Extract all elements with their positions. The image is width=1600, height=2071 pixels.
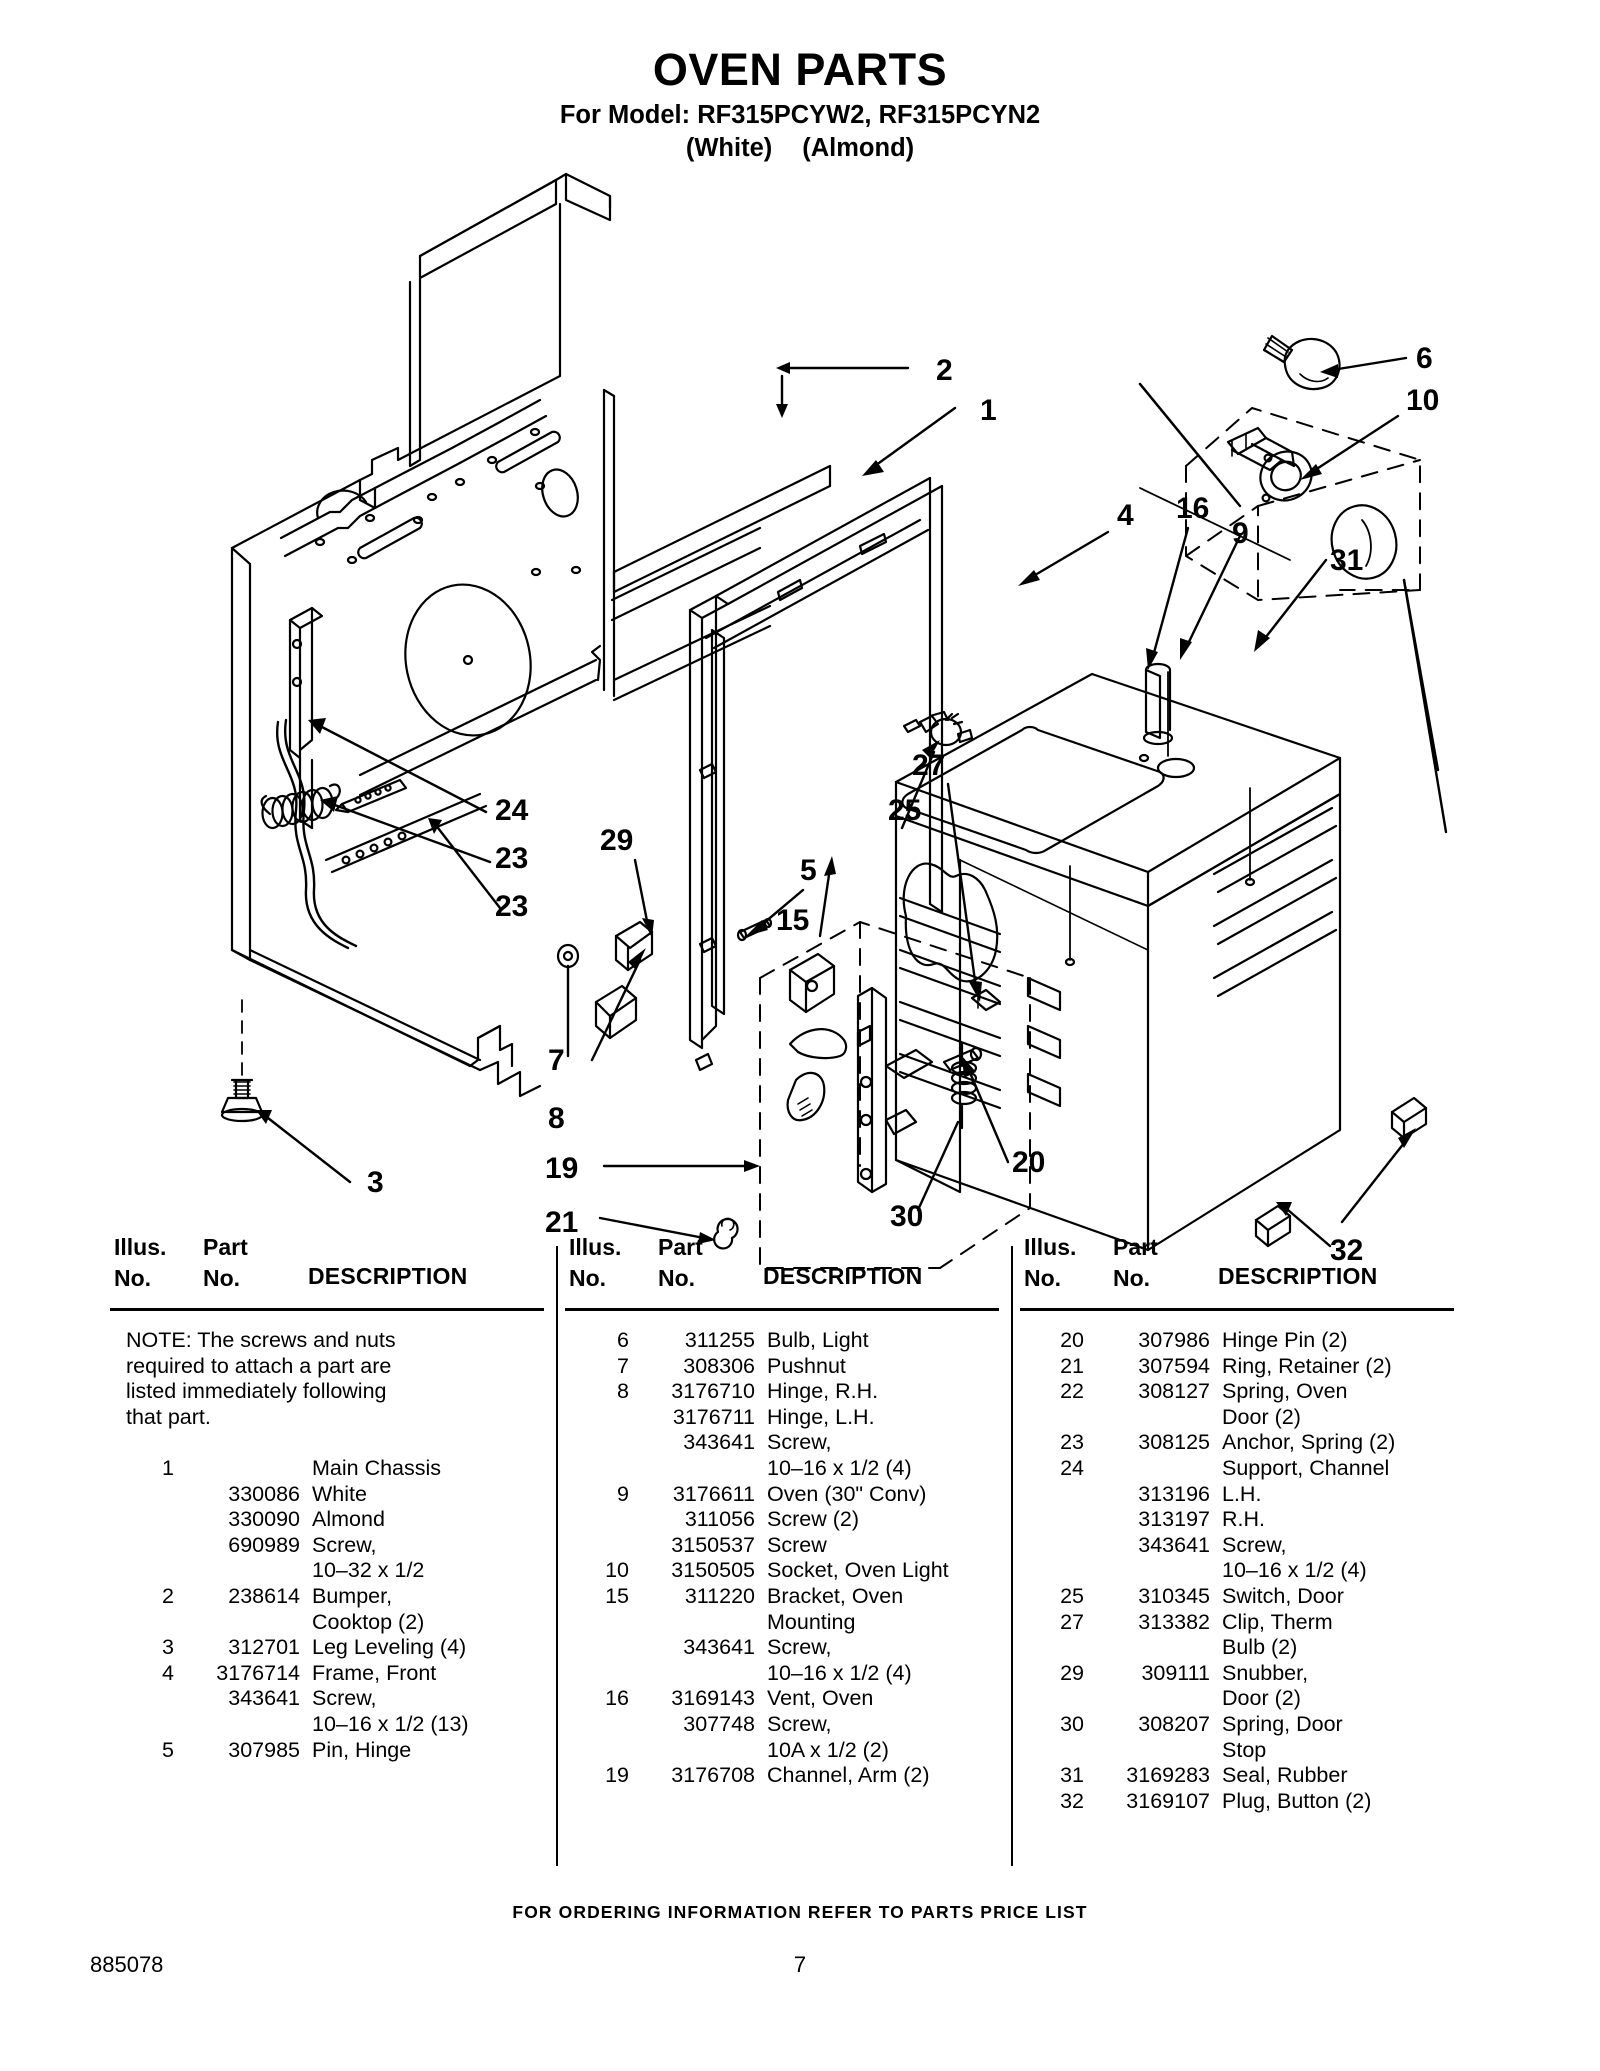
cell-part-no: 3176711 — [672, 1404, 755, 1429]
door-switch-artwork — [904, 712, 972, 745]
table-row — [565, 1328, 1005, 1354]
table-row — [565, 1635, 1005, 1661]
cell-illus-no: 27 — [1060, 1609, 1084, 1634]
table-row — [110, 1584, 550, 1610]
cell-description: Ring, Retainer (2) — [1222, 1353, 1392, 1378]
table-row — [1020, 1430, 1460, 1456]
cell-part-no: 308207 — [1138, 1711, 1210, 1736]
column-divider-2 — [1011, 1246, 1013, 1866]
cell-description: Hinge Pin (2) — [1222, 1328, 1348, 1352]
document-code: 885078 — [90, 1952, 164, 1977]
cell-illus-no: 16 — [605, 1686, 629, 1711]
cell-part-no: 690989 — [228, 1532, 300, 1557]
cell-part-no: 3176710 — [671, 1379, 755, 1404]
cell-description: Spring, Oven — [1222, 1379, 1348, 1404]
table-row — [1020, 1712, 1460, 1738]
table-row — [1020, 1405, 1460, 1431]
table-row — [565, 1354, 1005, 1380]
cell-description: Vent, Oven — [767, 1686, 874, 1711]
callout-20: 20 — [1012, 1146, 1046, 1179]
cell-part-no: 3176714 — [216, 1660, 300, 1685]
cell-description: Bulb (2) — [1222, 1635, 1298, 1660]
parts-column-3 — [1020, 1232, 1460, 1892]
cell-description: Door (2) — [1222, 1404, 1301, 1429]
callout-9: 9 — [1232, 517, 1249, 550]
cell-description: L.H. — [1222, 1481, 1262, 1506]
cell-part-no: 3169107 — [1126, 1788, 1210, 1813]
header-description: DESCRIPTION — [308, 1263, 468, 1289]
cell-part-no: 307594 — [1138, 1353, 1210, 1378]
table-row — [565, 1610, 1005, 1636]
cell-part-no: 313197 — [1138, 1507, 1210, 1532]
cell-description: Support, Channel — [1222, 1455, 1390, 1480]
cell-part-no: 3176611 — [672, 1481, 755, 1506]
cell-illus-no: 20 — [1060, 1328, 1084, 1352]
cell-description: 10–16 x 1/2 (4) — [1222, 1558, 1367, 1583]
cell-description: 10–16 x 1/2 (4) — [767, 1455, 912, 1480]
cell-description: Leg Leveling (4) — [312, 1635, 467, 1660]
cell-description: Screw, — [767, 1430, 832, 1455]
cell-description: Bulb, Light — [767, 1328, 869, 1352]
cell-description: Hinge, R.H. — [767, 1379, 879, 1404]
cell-part-no: 308306 — [683, 1353, 755, 1378]
callout-8: 8 — [548, 1102, 565, 1135]
table-row — [565, 1405, 1005, 1431]
parts-rows-3 — [1020, 1328, 1460, 1814]
cell-part-no: 308125 — [1138, 1430, 1210, 1455]
header-description: DESCRIPTION — [1218, 1263, 1378, 1289]
table-row — [1020, 1456, 1460, 1482]
cell-illus-no: 7 — [617, 1353, 629, 1378]
cell-description: Screw (2) — [767, 1507, 859, 1532]
light-bulb-artwork — [1264, 336, 1340, 389]
cell-part-no: 3169143 — [671, 1686, 755, 1711]
table-row — [1020, 1558, 1460, 1584]
cell-part-no: 3150505 — [671, 1558, 755, 1583]
table-row — [1020, 1661, 1460, 1687]
table-row — [1020, 1533, 1460, 1559]
callout-25: 25 — [888, 794, 922, 827]
header-rule — [110, 1308, 544, 1311]
cell-description: Stop — [1222, 1737, 1267, 1762]
callout-22: 23 — [495, 842, 529, 875]
cell-part-no: 307985 — [228, 1737, 300, 1762]
cell-illus-no: 21 — [1060, 1353, 1084, 1378]
callout-10: 10 — [1406, 384, 1440, 417]
cell-description: Mounting — [767, 1609, 856, 1634]
callout-1: 1 — [980, 394, 997, 427]
callout-3: 3 — [367, 1166, 384, 1199]
cell-illus-no: 31 — [1060, 1763, 1084, 1788]
cell-part-no: 3169283 — [1126, 1763, 1210, 1788]
callout-4: 4 — [1117, 499, 1134, 532]
header-rule — [1020, 1308, 1454, 1311]
cell-illus-no: 22 — [1060, 1379, 1084, 1404]
cell-illus-no: 8 — [617, 1379, 629, 1404]
cell-description: Screw, — [1222, 1532, 1287, 1557]
header-description: DESCRIPTION — [763, 1263, 923, 1289]
spring-anchor-artwork — [336, 780, 406, 812]
cell-part-no: 311255 — [684, 1328, 755, 1352]
callout-5: 5 — [800, 854, 817, 887]
cell-description: Cooktop (2) — [312, 1609, 425, 1634]
table-row — [565, 1533, 1005, 1559]
cell-description: Clip, Therm — [1222, 1609, 1333, 1634]
cell-part-no: 343641 — [1138, 1532, 1210, 1557]
table-row — [1020, 1379, 1460, 1405]
cell-part-no: 3150537 — [671, 1532, 755, 1557]
table-row — [110, 1635, 550, 1661]
header-rule — [565, 1308, 999, 1311]
callout-31: 31 — [1330, 544, 1364, 577]
table-row — [1020, 1482, 1460, 1508]
cell-part-no: 311220 — [684, 1583, 755, 1608]
cell-part-no: 343641 — [683, 1635, 755, 1660]
table-row — [110, 1533, 550, 1559]
cell-description: White — [312, 1481, 367, 1506]
parts-note: NOTE: The screws and nuts required to attach a part are listed immediately following that part. — [126, 1328, 396, 1429]
cell-description: Seal, Rubber — [1222, 1763, 1348, 1788]
cell-description: Frame, Front — [312, 1660, 437, 1685]
callout-6: 6 — [1416, 342, 1433, 375]
cell-description: Pin, Hinge — [312, 1737, 412, 1762]
table-row — [110, 1482, 550, 1508]
table-row — [565, 1763, 1005, 1789]
cell-illus-no: 6 — [617, 1328, 629, 1352]
table-row — [110, 1686, 550, 1712]
table-row — [565, 1686, 1005, 1712]
table-row — [565, 1661, 1005, 1687]
cell-illus-no: 5 — [162, 1737, 174, 1762]
cell-description: Bumper, — [312, 1583, 393, 1608]
callout-24: 24 — [495, 794, 529, 827]
table-row — [1020, 1789, 1460, 1815]
page-number: 7 — [793, 1952, 807, 1977]
cell-illus-no: 30 — [1060, 1711, 1084, 1736]
table-row — [110, 1507, 550, 1533]
table-row — [110, 1712, 550, 1738]
callout-32: 32 — [1330, 1234, 1364, 1267]
therm-bulb-clip-artwork — [904, 864, 1000, 1010]
callout-19: 19 — [545, 1152, 579, 1185]
cell-illus-no: 19 — [605, 1763, 629, 1788]
table-row — [110, 1738, 550, 1764]
cell-part-no: 311056 — [684, 1507, 755, 1532]
callout-29: 29 — [600, 824, 634, 857]
table-row — [565, 1712, 1005, 1738]
header-part-no: Part No. — [203, 1234, 248, 1291]
color-almond-label: (Almond) — [802, 133, 915, 162]
cell-description: Spring, Door — [1222, 1711, 1343, 1736]
table-row — [110, 1661, 550, 1687]
callout-7: 7 — [548, 1044, 565, 1077]
cell-part-no: 3176708 — [671, 1763, 755, 1788]
callout-23: 23 — [495, 890, 529, 923]
cell-description: Screw, — [312, 1532, 377, 1557]
table-row — [1020, 1686, 1460, 1712]
parts-rows-2 — [565, 1328, 1005, 1789]
cell-illus-no: 25 — [1060, 1583, 1084, 1608]
page-header — [0, 46, 1600, 164]
oven-cavity-artwork — [896, 672, 1340, 1250]
header-part-no: Part No. — [658, 1234, 703, 1291]
cell-description: Switch, Door — [1222, 1583, 1344, 1608]
table-row — [1020, 1507, 1460, 1533]
cell-illus-no: 32 — [1060, 1788, 1084, 1813]
main-chassis-artwork — [232, 174, 830, 1096]
cell-description: 10–16 x 1/2 (13) — [312, 1711, 469, 1736]
cell-part-no: 310345 — [1138, 1583, 1210, 1608]
cell-description: Snubber, — [1222, 1660, 1309, 1685]
callout-16: 16 — [1176, 492, 1210, 525]
callout-21: 21 — [545, 1206, 579, 1239]
cell-illus-no: 29 — [1060, 1660, 1084, 1685]
cell-part-no: 309111 — [1141, 1660, 1210, 1685]
table-row — [565, 1430, 1005, 1456]
parts-column-1 — [110, 1232, 550, 1892]
parts-table — [0, 1232, 1600, 1892]
table-row — [1020, 1610, 1460, 1636]
cell-description: 10–32 x 1/2 — [312, 1558, 425, 1583]
cell-part-no: 343641 — [683, 1430, 755, 1455]
callout-15: 15 — [776, 904, 810, 937]
cell-description: 10A x 1/2 (2) — [767, 1737, 889, 1762]
cell-part-no: 307748 — [683, 1711, 755, 1736]
ordering-information-note: FOR ORDERING INFORMATION REFER TO PARTS PRICE LIST — [512, 1902, 1088, 1922]
cell-illus-no: 2 — [162, 1583, 174, 1608]
header-part-no: Part No. — [1113, 1234, 1158, 1291]
cell-illus-no: 9 — [617, 1481, 629, 1506]
table-row — [565, 1558, 1005, 1584]
column-divider-1 — [556, 1246, 558, 1866]
cell-part-no: 330086 — [228, 1481, 300, 1506]
table-row — [1020, 1584, 1460, 1610]
cell-description: R.H. — [1222, 1507, 1265, 1532]
header-illus-no: Illus. No. — [569, 1234, 622, 1291]
table-row — [565, 1584, 1005, 1610]
cell-part-no: 313382 — [1138, 1609, 1210, 1634]
cell-part-no: 313196 — [1138, 1481, 1210, 1506]
cell-description: Screw, — [767, 1711, 832, 1736]
cell-description: Almond — [312, 1507, 385, 1532]
callout-2: 2 — [936, 354, 953, 387]
table-row — [1020, 1763, 1460, 1789]
cell-illus-no: 1 — [162, 1456, 174, 1480]
cell-description: Door (2) — [1222, 1686, 1301, 1711]
cell-description: Socket, Oven Light — [767, 1558, 949, 1583]
cell-description: Channel, Arm (2) — [767, 1763, 930, 1788]
cell-part-no: 312701 — [228, 1635, 300, 1660]
column-1-header — [110, 1232, 550, 1310]
cell-description: Screw, — [312, 1686, 377, 1711]
parts-column-2 — [565, 1232, 1005, 1892]
callout-27: 27 — [912, 749, 946, 782]
parts-rows-1 — [110, 1456, 550, 1763]
cell-description: Screw, — [767, 1635, 832, 1660]
color-white-label: (White) — [685, 133, 773, 162]
cell-description: 10–16 x 1/2 (4) — [767, 1660, 912, 1685]
table-row — [565, 1738, 1005, 1764]
table-row — [1020, 1738, 1460, 1764]
cell-illus-no: 23 — [1060, 1430, 1084, 1455]
cell-illus-no: 3 — [162, 1635, 174, 1660]
table-row — [565, 1379, 1005, 1405]
table-row — [1020, 1354, 1460, 1380]
leg-leveling-artwork — [222, 1000, 262, 1121]
page-title: OVEN PARTS — [652, 44, 948, 95]
cell-description: Bracket, Oven — [767, 1583, 904, 1608]
table-row — [1020, 1635, 1460, 1661]
cell-illus-no: 15 — [605, 1583, 629, 1608]
cell-description: Screw — [767, 1532, 827, 1557]
cell-part-no: 343641 — [228, 1686, 300, 1711]
cell-illus-no: 24 — [1060, 1455, 1084, 1480]
column-2-header — [565, 1232, 1005, 1310]
model-line: For Model: RF315PCYW2, RF315PCYN2 — [559, 100, 1041, 129]
table-row — [565, 1507, 1005, 1533]
table-row — [110, 1558, 550, 1584]
header-illus-no: Illus. No. — [114, 1234, 167, 1291]
cell-description: Hinge, L.H. — [767, 1404, 875, 1429]
cell-illus-no: 10 — [605, 1558, 629, 1583]
table-row — [1020, 1328, 1460, 1354]
cell-description: Anchor, Spring (2) — [1222, 1430, 1396, 1455]
table-row — [565, 1482, 1005, 1508]
cell-part-no: 330090 — [228, 1507, 300, 1532]
cell-part-no: 238614 — [228, 1583, 300, 1608]
cell-illus-no: 4 — [162, 1660, 174, 1685]
cell-description: Main Chassis — [312, 1456, 442, 1480]
cell-description: Pushnut — [767, 1353, 846, 1378]
cell-part-no: 308127 — [1138, 1379, 1210, 1404]
table-row — [110, 1456, 550, 1482]
table-row — [110, 1610, 550, 1636]
callout-30: 30 — [890, 1200, 924, 1233]
column-3-header — [1020, 1232, 1460, 1310]
front-frame-artwork — [690, 478, 942, 1070]
table-row — [565, 1456, 1005, 1482]
cell-part-no: 307986 — [1138, 1328, 1210, 1352]
header-illus-no: Illus. No. — [1024, 1234, 1077, 1291]
cell-description: Plug, Button (2) — [1222, 1788, 1372, 1813]
cell-description: Oven (30" Conv) — [767, 1481, 927, 1506]
